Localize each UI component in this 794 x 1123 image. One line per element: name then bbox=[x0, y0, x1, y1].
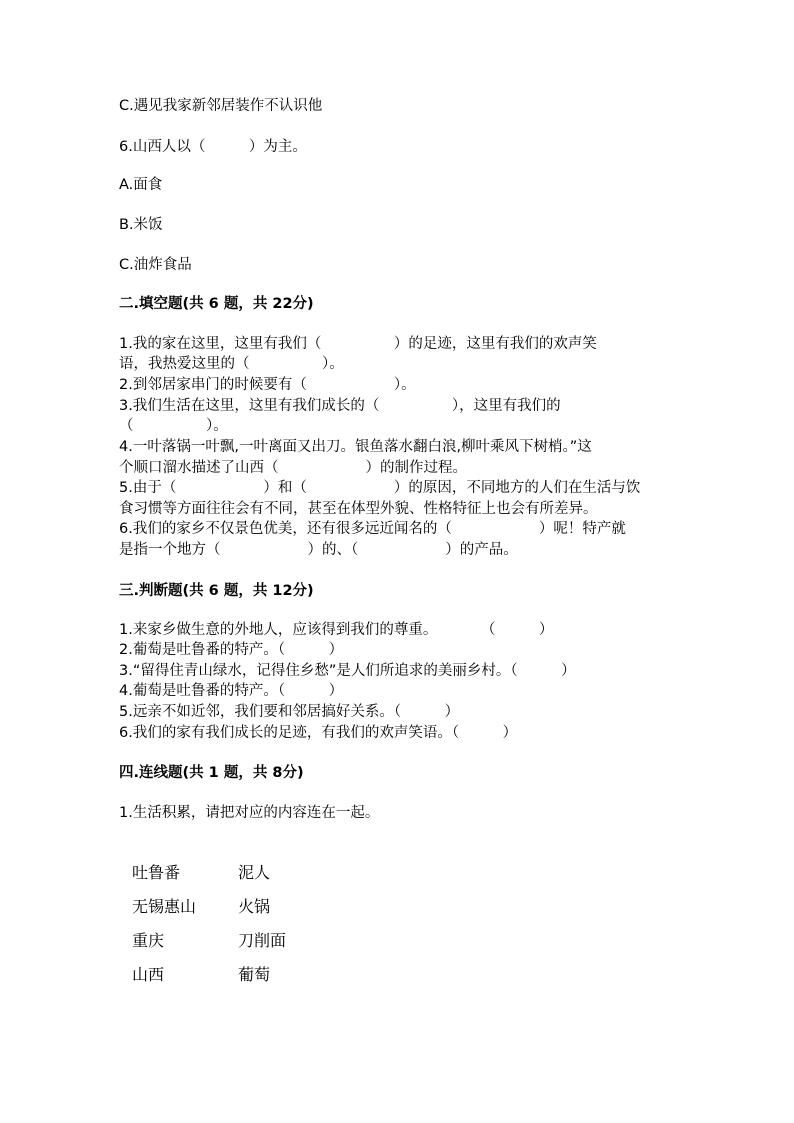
fill-blank-line: 3.我们生活在这里，这里有我们成长的（ ），这里有我们的 bbox=[119, 398, 561, 414]
fill-blank-line: 6.我们的家乡不仅景色优美，还有很多远近闻名的（ ）呢！特产就 bbox=[119, 521, 626, 537]
fill-blank-line: 语，我热爱这里的（ ）。 bbox=[119, 356, 344, 372]
q5-option-c: C.遇见我家新邻居装作不认识他 bbox=[119, 98, 323, 114]
matching-left-item: 重庆 bbox=[132, 931, 165, 950]
matching-left-item: 无锡惠山 bbox=[132, 897, 197, 916]
fill-blank-line: 4.一叶落锅一叶飘,一叶离面又出刀。银鱼落水翻白浪,柳叶乘风下树梢。”这 bbox=[119, 439, 592, 455]
q6-option-c: C.油炸食品 bbox=[119, 257, 192, 273]
section-heading-fill-blank: 二.填空题(共 6 题，共 22分) bbox=[119, 296, 314, 312]
section-heading-matching: 四.连线题(共 1 题，共 8分) bbox=[119, 765, 304, 781]
fill-blank-line: 2.到邻居家串门的时候要有（ ）。 bbox=[119, 377, 416, 393]
true-false-line: 3.“留得住青山绿水，记得住乡愁”是人们所追求的美丽乡村。（ ） bbox=[119, 663, 576, 679]
matching-left-item: 山西 bbox=[132, 965, 165, 984]
q6-option-a: A.面食 bbox=[119, 177, 163, 193]
fill-blank-line: 食习惯等方面往往会有不同，甚至在体型外貌、性格特征上也会有所差异。 bbox=[119, 501, 598, 517]
fill-blank-line: 1.我的家在这里，这里有我们（ ）的足迹，这里有我们的欢声笑 bbox=[119, 336, 597, 352]
matching-right-item: 泥人 bbox=[238, 863, 271, 882]
true-false-line: 6.我们的家有我们成长的足迹，有我们的欢声笑语。（ ） bbox=[119, 725, 518, 741]
q6-stem: 6.山西人以（ ）为主。 bbox=[119, 139, 307, 155]
true-false-line: 1.来家乡做生意的外地人，应该得到我们的尊重。 （ ） bbox=[119, 622, 554, 638]
matching-right-item: 刀削面 bbox=[238, 931, 287, 950]
section-heading-true-false: 三.判断题(共 6 题，共 12分) bbox=[119, 583, 314, 599]
matching-right-item: 葡萄 bbox=[238, 965, 271, 984]
fill-blank-line: 是指一个地方（ ）的、（ ）的产品。 bbox=[119, 542, 518, 558]
matching-question: 1.生活积累，请把对应的内容连在一起。 bbox=[119, 805, 380, 821]
true-false-line: 2.葡萄是吐鲁番的特产。（ ） bbox=[119, 642, 344, 658]
matching-left-item: 吐鲁番 bbox=[132, 863, 181, 882]
true-false-line: 5.远亲不如近邻，我们要和邻居搞好关系。（ ） bbox=[119, 704, 460, 720]
fill-blank-line: （ ）。 bbox=[119, 418, 228, 434]
q6-option-b: B.米饭 bbox=[119, 217, 163, 233]
fill-blank-line: 5.由于（ ）和（ ）的原因，不同地方的人们在生活与饮 bbox=[119, 480, 641, 496]
fill-blank-line: 个顺口溜水描述了山西（ ）的制作过程。 bbox=[119, 460, 467, 476]
matching-right-item: 火锅 bbox=[238, 897, 271, 916]
true-false-line: 4.葡萄是吐鲁番的特产。（ ） bbox=[119, 683, 344, 699]
